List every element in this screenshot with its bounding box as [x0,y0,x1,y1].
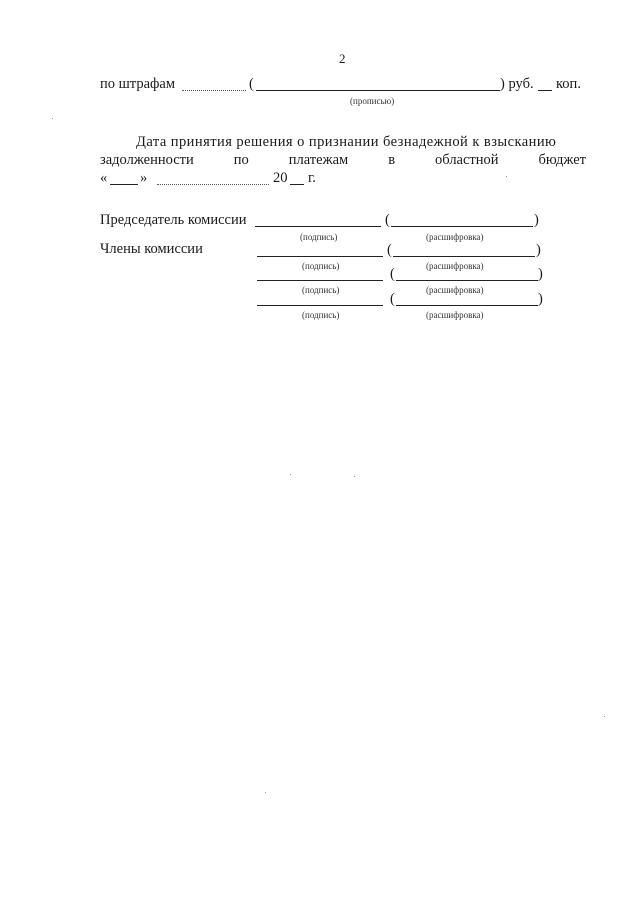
scan-speck [354,476,355,477]
page-number: 2 [339,51,346,66]
scan-speck [290,474,291,475]
decision-line-2 [100,152,586,169]
decision-word: по [233,152,249,168]
member-open-paren: ( [390,291,395,307]
member-close-paren: ) [538,291,543,307]
member-decoding-field[interactable] [393,256,535,257]
decision-word: платежам [288,152,349,168]
date-day-field[interactable] [110,184,138,185]
member-signature-field[interactable] [257,305,383,306]
scan-speck [265,792,266,793]
fines-kop-field[interactable] [538,90,552,91]
member-signature-field[interactable] [257,256,383,257]
decision-word: в [388,152,396,168]
member-caption-decoding: (расшифровка) [426,285,484,295]
fines-rub-label: ) руб. [500,76,534,92]
chairman-close-paren: ) [534,212,539,228]
date-close-quote: » [140,170,148,186]
member-caption-decoding: (расшифровка) [426,310,484,320]
member-open-paren: ( [390,266,395,282]
date-open-quote: « [100,170,108,186]
decision-word: задолженности [100,152,194,168]
member-open-paren: ( [387,242,392,258]
chairman-caption-decoding: (расшифровка) [426,232,484,242]
chairman-decoding-field[interactable] [391,226,533,227]
chairman-caption-signature: (подпись) [300,232,338,242]
decision-word: бюджет [538,152,586,168]
fines-in-words-field[interactable] [256,90,500,91]
member-close-paren: ) [536,242,541,258]
member-decoding-field[interactable] [396,305,538,306]
date-month-field[interactable] [157,184,269,185]
member-caption-decoding: (расшифровка) [426,261,484,271]
member-close-paren: ) [538,266,543,282]
date-year-field[interactable] [290,184,304,185]
date-year-suffix: г. [308,170,316,186]
scan-speck [52,118,53,119]
chairman-signature-field[interactable] [255,226,381,227]
members-label: Члены комиссии [100,241,203,257]
member-signature-field[interactable] [257,280,383,281]
scan-speck [604,716,605,717]
member-caption-signature: (подпись) [302,285,340,295]
scan-speck [506,176,507,177]
member-decoding-field[interactable] [396,280,538,281]
fines-caption-in-words: (прописью) [350,96,395,106]
member-caption-signature: (подпись) [302,310,340,320]
member-caption-signature: (подпись) [302,261,340,271]
fines-amount-field[interactable] [182,90,246,91]
fines-label: по штрафам [100,76,176,92]
decision-word: областной [435,152,499,168]
decision-line-1: Дата принятия решения о признании безнадежной к взысканию [136,134,557,150]
fines-kop-label: коп. [556,76,581,92]
date-year-prefix: 20 [273,170,288,186]
chairman-label: Председатель комиссии [100,212,247,228]
fines-open-paren: ( [249,76,254,92]
chairman-open-paren: ( [385,212,390,228]
